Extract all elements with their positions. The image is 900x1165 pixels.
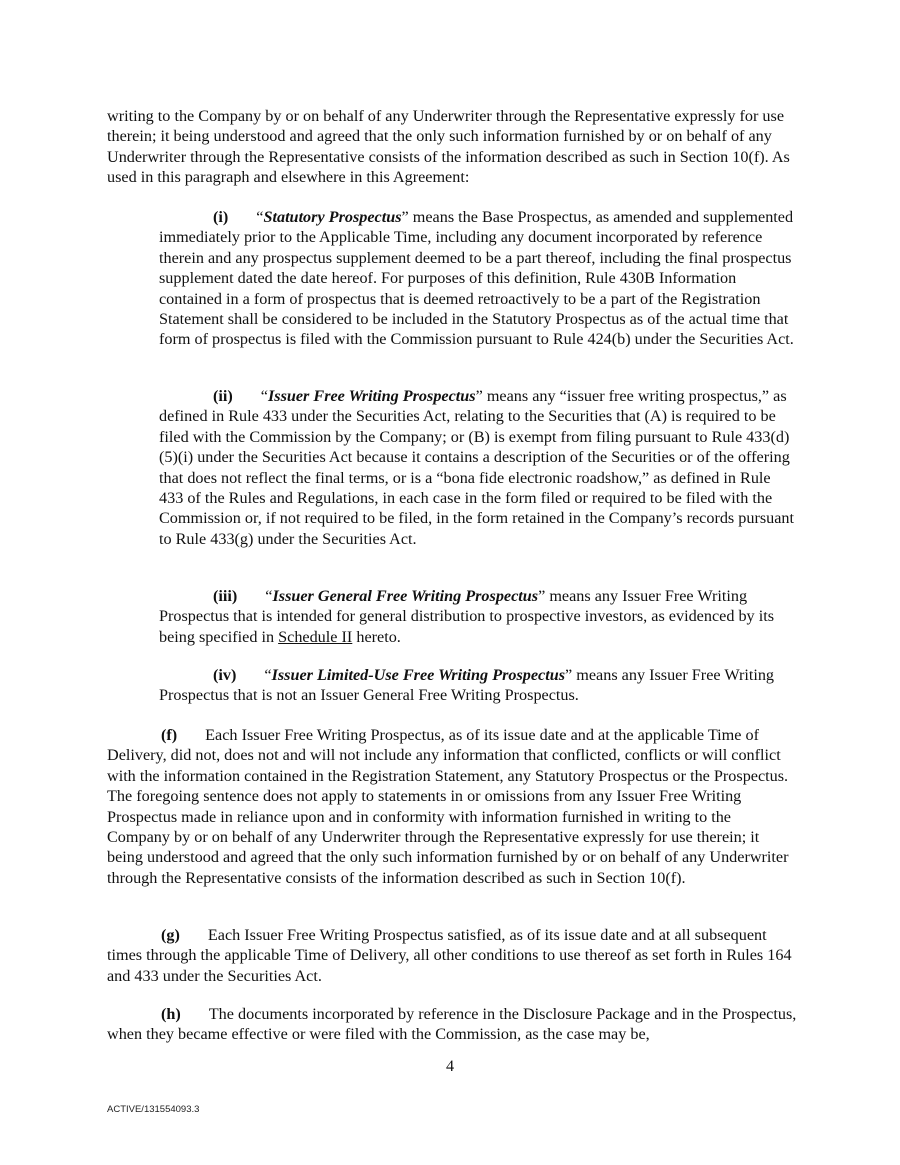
section-label: (h): [161, 1005, 181, 1023]
section-h: [107, 1004, 797, 1045]
document-id-footer: ACTIVE/131554093.3: [107, 1104, 200, 1115]
definition-i: (i) “Statutory Prospectus” means the Base Prospectus, as amended and supplemented immediately prior to the Applicable Time, including any document incorporated by reference therein and any prospectus supplement deemed to be a part thereof, including the final prospectus supplement dated the date hereof. For purposes of this definition, Rule 430B Information contained in a form of prospectus that is deemed retroactively to be a part of the Registration Statement shall be considered to be included in the Statutory Prospectus as of the actual time that form of prospectus is filed with the Commission pursuant to Rule 424(b) under the Securities Act.: [159, 208, 794, 349]
definition-label: (iii): [213, 587, 238, 605]
definition-label: (ii): [213, 387, 233, 405]
section-label: (g): [161, 926, 180, 944]
schedule-ii-reference: Schedule II: [278, 627, 353, 646]
page-number: 4: [445, 1057, 455, 1075]
section-f: [107, 725, 797, 888]
defined-term: Issuer Free Writing Prospectus: [267, 387, 476, 405]
definition-body: means any “issuer free writing prospectus,” as defined in Rule 433 under the Securities Act, relating to the Securities that (A) is required to be filed with the Commission by the Company; or (B) is exempt from filing pursuant to Rule 433(d)(5)(i) under the Securities Act because it contains a description of the Securities or of the offering that does not reflect the final terms, or is a “bona fide electronic roadshow,” as defined in Rule 433 of the Rules and Regulations, in each case in the form filed or required to be filed with the Commission or, if not required to be filed, in the form retained in the Company’s records pursuant to Rule 433(g) under the Securities Act.: [159, 387, 795, 548]
definition-label: (i): [213, 208, 229, 226]
definition-label: (iv): [213, 666, 237, 684]
definition-iv: (iv) “Issuer Limited-Use Free Writing Prospectus” means any Issuer Free Writing Prospectus that is not an Issuer General Free Writing Prospectus.: [159, 666, 775, 705]
definition-ii: (ii) “Issuer Free Writing Prospectus” means any “issuer free writing prospectus,” as defined in Rule 433 under the Securities Act, relating to the Securities that (A) is required to be filed with the Commission by the Company; or (B) is exempt from filing pursuant to Rule 433(d)(5)(i) under the Securities Act because it contains a description of the Securities or of the offering that does not reflect the final terms, or is a “bona fide electronic roadshow,” as defined in Rule 433 of the Rules and Regulations, in each case in the form filed or required to be filed with the Commission or, if not required to be filed, in the form retained in the Company’s records pursuant to Rule 433(g) under the Securities Act.: [159, 387, 795, 548]
section-body: The documents incorporated by reference in the Disclosure Package and in the Prospectus, when they became effective or were filed with the Commission, as the case may be,: [107, 1005, 797, 1044]
section-body: Each Issuer Free Writing Prospectus satisfied, as of its issue date and at all subsequent times through the applicable Time of Delivery, all other conditions to use thereof as set forth in Rules 164 and 433 under the Securities Act.: [107, 926, 792, 985]
definition-iii: (iii) “Issuer General Free Writing Prospectus” means any Issuer Free Writing Prospectus that is intended for general distribution to prospective investors, as evidenced by its being specified in Schedule II hereto.: [159, 587, 774, 646]
intro-paragraph: writing to the Company by or on behalf of any Underwriter through the Representative expressly for use therein; it being understood and agreed that the only such information furnished by or on behalf of any Underwriter through the Representative consists of the information described as such in Section 10(f). As used in this paragraph and elsewhere in this Agreement:: [107, 107, 790, 187]
definition-body: means the Base Prospectus, as amended and supplemented immediately prior to the Applicable Time, including any document incorporated by reference therein and any prospectus supplement deemed to be a part thereof, including the final prospectus supplement dated the date hereof. For purposes of this definition, Rule 430B Information contained in a form of prospectus that is deemed retroactively to be a part of the Registration Statement shall be considered to be included in the Statutory Prospectus as of the actual time that form of prospectus is filed with the Commission pursuant to Rule 424(b) under the Securities Act.: [159, 208, 794, 349]
section-g: [107, 925, 797, 986]
defined-term: Statutory Prospectus: [263, 208, 402, 226]
defined-term: Issuer Limited-Use Free Writing Prospectus: [271, 666, 566, 684]
definition-body: means any Issuer Free Writing Prospectus that is not an Issuer General Free Writing Prospectus.: [159, 666, 775, 705]
definition-body: means any Issuer Free Writing Prospectus that is intended for general distribution to prospective investors, as evidenced by its being specified in: [159, 587, 774, 646]
defined-term: Issuer General Free Writing Prospectus: [272, 587, 539, 605]
section-body: Each Issuer Free Writing Prospectus, as of its issue date and at the applicable Time of Delivery, did not, does not and will not include any information that conflicted, conflicts or will conflict with the information contained in the Registration Statement, any Statutory Prospectus or the Prospectus. The foregoing sentence does not apply to statements in or omissions from any Issuer Free Writing Prospectus made in reliance upon and in conformity with information furnished in writing to the Company by or on behalf of any Underwriter through the Representative expressly for use therein; it being understood and agreed that the only such information furnished by or on behalf of any Underwriter through the Representative consists of the information described as such in Section 10(f).: [107, 726, 789, 887]
section-label: (f): [161, 726, 178, 744]
